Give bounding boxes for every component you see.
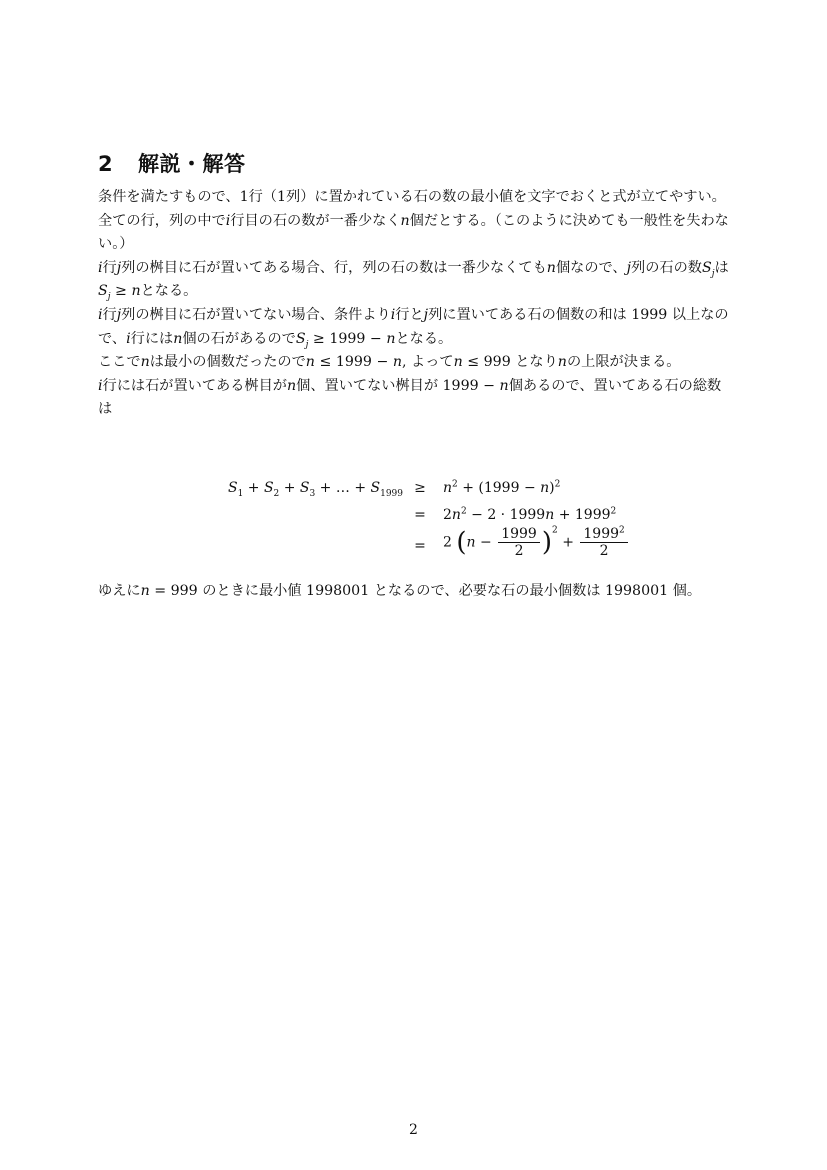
section-heading (98, 148, 246, 178)
paragraph-6 (98, 375, 734, 422)
math-var: i (390, 306, 396, 323)
math-var: S (98, 283, 108, 300)
math-var: n (557, 354, 567, 371)
text: 行 (102, 259, 117, 276)
math-var: j (116, 259, 122, 276)
math-sub: j (305, 339, 309, 350)
text: となる。 (395, 330, 453, 347)
text: 行 (102, 306, 117, 323)
text: 条件を満たすもので、1行（1列）に置かれている石の数の最小値を文字でおくと式が立てやすい。 (98, 189, 726, 205)
section-title: 解説・解答 (138, 152, 246, 176)
text: 列の桝目に石が置いてない場合、条件より (121, 306, 391, 323)
equation-relation: = (414, 507, 426, 523)
text: の上限が決まる。 (566, 354, 681, 371)
math-var: i (126, 330, 131, 347)
text: は (714, 259, 729, 276)
math-var: n (453, 354, 463, 371)
math-var: n (305, 354, 315, 371)
equation-rhs-3: 2 (n − $\frac{1999}{2}$ )$^2$ + $\frac{1999^2}{2}$ (443, 526, 630, 570)
equation-rhs-2: $2n^2 - 2 \cdot 1999n + 1999^2$ (443, 506, 617, 523)
text: , よって (402, 354, 454, 371)
text: 個だとする。（このように決めても一般性を失わない。） (98, 212, 729, 253)
equation-rhs-1: $n^2 + (1999 - n)^2$ (443, 479, 561, 496)
math-sub: j (711, 268, 715, 279)
text: 個なので、 (555, 259, 627, 276)
math-op: ≥ (110, 283, 132, 300)
math-var: S (701, 259, 712, 276)
text: ゆえに (98, 583, 141, 599)
math-var: n (400, 212, 410, 229)
math-var: n (140, 583, 150, 599)
text: 全ての行，列の中で (98, 212, 226, 229)
math-var: j (423, 306, 429, 323)
equation-lhs: $S_1 + S_2 + S_3$ + … + $S_{1999}$ (227, 480, 403, 499)
text: 行には石が置いてある桝目が (102, 377, 287, 394)
math-var: j (116, 306, 122, 323)
math-var: n (140, 354, 150, 371)
paragraph-2 (98, 210, 734, 257)
math-var: n (499, 377, 509, 394)
text: となる。 (140, 283, 198, 300)
text: 列の桝目に石が置いてある場合、行，列の石の数は一番少なくても (121, 259, 547, 276)
math-var: i (225, 212, 231, 229)
text: = 999 のときに最小値 1998001 となるので、必要な石の最小個数は 1998001 個。 (149, 583, 702, 599)
text: 行目の石の数が一番少なく (230, 212, 401, 229)
math-op: ≤ 1999 − (314, 354, 393, 371)
page-number: 2 (409, 1122, 418, 1138)
paragraph-3 (98, 257, 734, 304)
text: 個あるので、置いてある石の総数は (98, 377, 722, 418)
math-var: j (626, 259, 631, 276)
text: 列に置いてある石の個数の和は 1999 以上なので、 (98, 306, 729, 347)
math-var: n (287, 377, 297, 394)
text: ここで (98, 354, 141, 371)
text: 列の石の数 (631, 259, 702, 276)
math-var: i (98, 259, 103, 276)
conclusion (98, 580, 738, 603)
math-var: n (392, 354, 402, 371)
fraction: $\frac{1999}{2}$ (498, 526, 540, 559)
text: 行には (130, 330, 174, 347)
text: 個、置いてない桝目が 1999 − (296, 377, 500, 394)
text: 行と (395, 306, 424, 323)
paragraph-1 (98, 186, 734, 210)
math-var: i (98, 377, 103, 394)
text: 個の石があるので (182, 330, 296, 347)
section-number: 2 (98, 152, 114, 176)
equation-relation: ≥ (414, 480, 426, 496)
math-var: i (98, 306, 103, 323)
paragraph-5 (98, 351, 734, 375)
explanation-body (98, 186, 734, 422)
math-sub: j (107, 292, 111, 303)
fraction: $\frac{1999^2}{2}$ (580, 526, 627, 559)
math-var: n (386, 330, 396, 347)
equation-relation: = (414, 538, 426, 554)
text: は最小の個数だったので (149, 354, 306, 371)
math-var: n (173, 330, 183, 347)
math-var: S (295, 330, 306, 347)
paragraph-4 (98, 304, 734, 351)
math-var: n (131, 283, 141, 300)
text: ≤ 999 となり (462, 354, 558, 371)
math-op: ≥ 1999 − (308, 330, 387, 347)
math-var: n (546, 259, 556, 276)
